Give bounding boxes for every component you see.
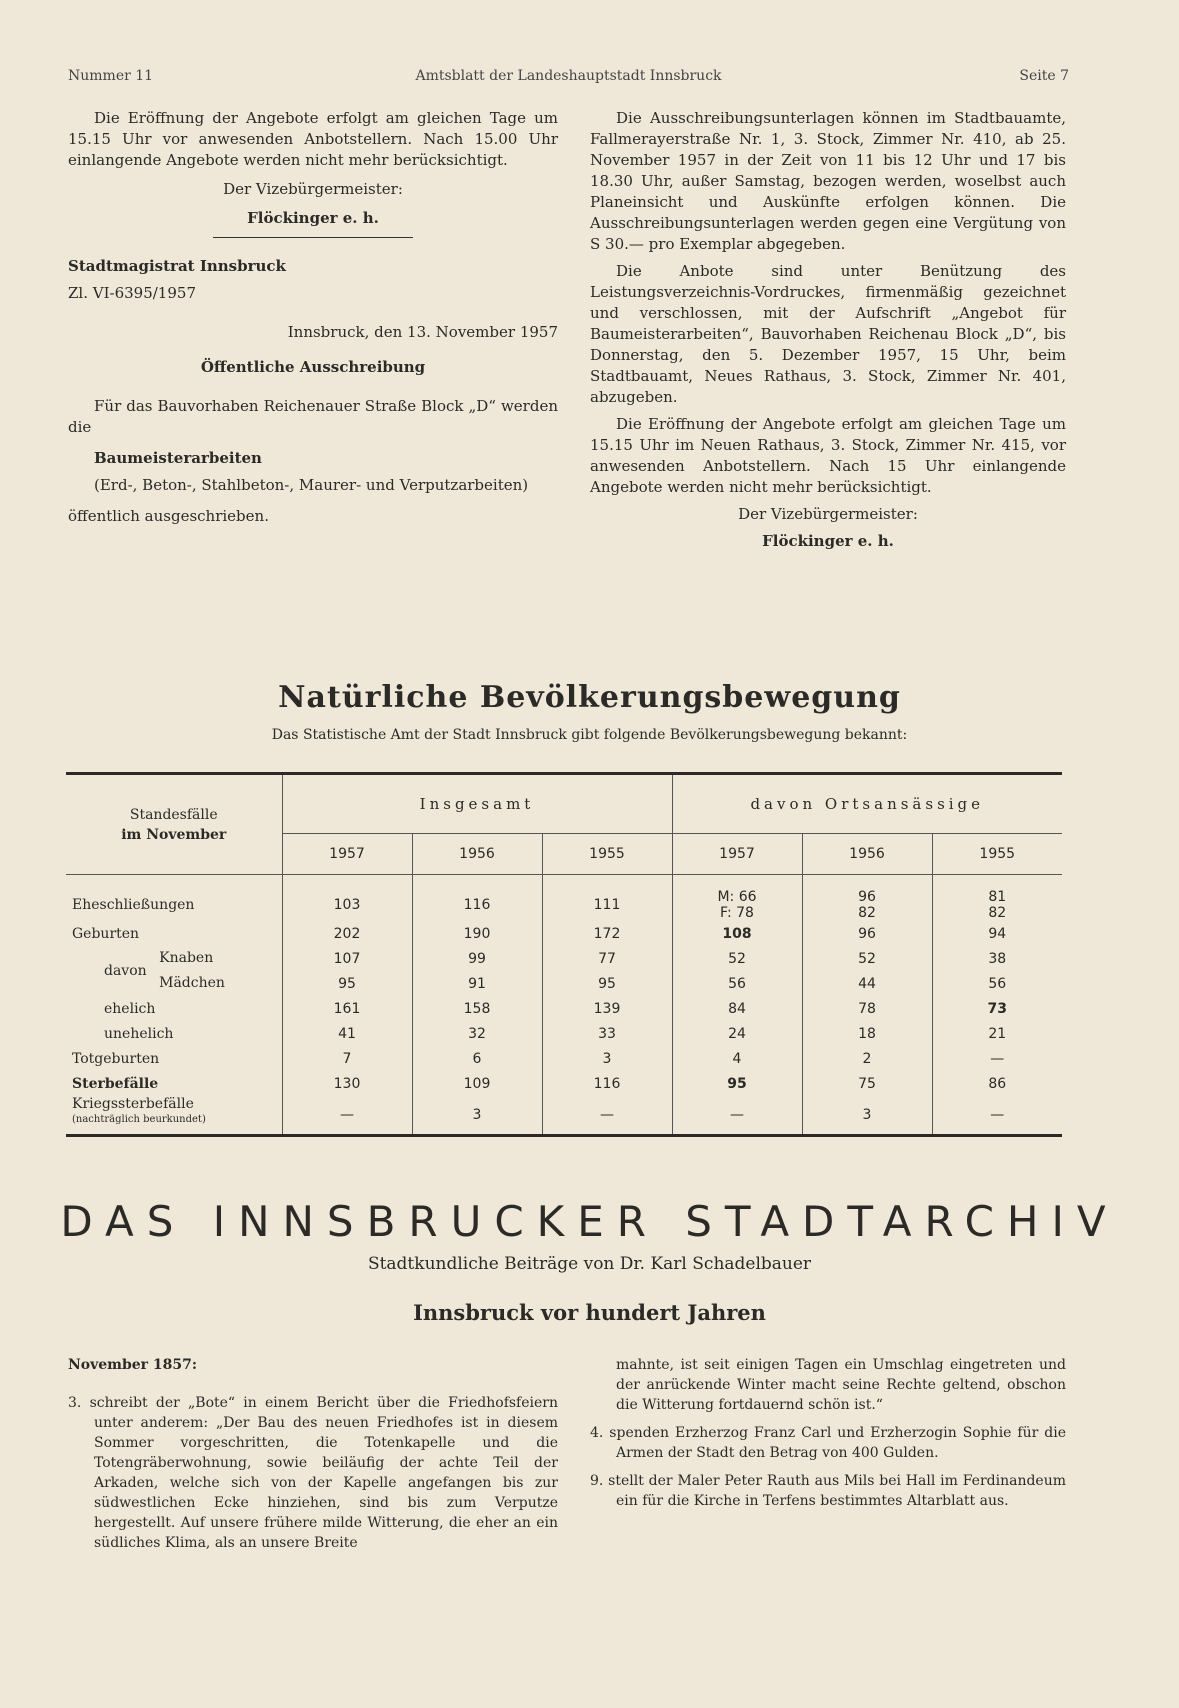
table-cell: 96 (802, 921, 932, 946)
right-paragraph-2: Die Anbote sind unter Benützung des Leistungsverzeichnis-Vordruckes, firmenmäßig gezeichnet und verschlossen, mit der Aufschrift „Angebot für Baumeisterarbeiten“, Bauvorhaben Reichenau Block „D“, bis Donnerstag, den 5. Dezember 1957, 15 Uhr, beim Stadtbauamt, Neues Rathaus, 3. Stock, Zimmer Nr. 401, abzugeben. (590, 262, 1066, 406)
table-row (66, 1046, 1062, 1071)
table-cell: 130 (282, 1071, 412, 1096)
davon-label: davon (104, 963, 147, 979)
table-cell: 56 (672, 971, 802, 996)
row-label: unehelich (104, 1025, 174, 1042)
archive-title: DAS INNSBRUCKER STADTARCHIV (60, 1197, 1119, 1246)
archive-item-4: 4. spenden Erzherzog Franz Carl und Erzherzogin Sophie für die Armen der Stadt den Betrag von 400 Gulden. (590, 1425, 1066, 1461)
year-header: 1955 (932, 834, 1062, 875)
left-signer-title: Der Vizebürgermeister: (223, 180, 403, 198)
right-signer-title: Der Vizebürgermeister: (738, 505, 918, 523)
separator-rule (213, 237, 413, 238)
right-paragraph-1: Die Ausschreibungsunterlagen können im Stadtbauamte, Fallmerayerstraße Nr. 1, 3. Stock, Zimmer Nr. 410, ab 25. November 1957 in der Zeit von 11 bis 12 Uhr und 17 bis 18.30 Uhr, außer Samstag, bezogen werden, woselbst auch Planeinsicht und Auskünfte erfolgen können. Die Ausschreibungsunterlagen werden gegen eine Vergütung von S 30.— pro Exemplar abgegeben. (590, 109, 1066, 253)
table-row (66, 921, 1062, 946)
tender-heading: Öffentliche Ausschreibung (200, 358, 426, 376)
davon-group-cell (66, 946, 282, 996)
table-cell: 73 (932, 996, 1062, 1021)
row-label: Sterbefälle (72, 1075, 159, 1092)
table-cell: — (672, 1096, 802, 1136)
cell-line: 81 (988, 889, 1007, 905)
cell-line: F: 78 (720, 905, 754, 921)
table-cell: 84 (672, 996, 802, 1021)
table-cell: 108 (672, 921, 802, 946)
left-signer-name: Flöckinger e. h. (247, 209, 379, 227)
left-paragraph-1: Die Eröffnung der Angebote erfolgt am gleichen Tage um 15.15 Uhr vor anwesenden Anbotstellern. Nach 15.00 Uhr einlangende Angebote werden nicht mehr berücksichtigt. (68, 109, 558, 169)
table-cell: 6 (412, 1046, 542, 1071)
table-cell: 33 (542, 1021, 672, 1046)
row-label: Mädchen (159, 975, 225, 991)
table-row (66, 1021, 1062, 1046)
page-number: Seite 7 (1019, 68, 1069, 84)
table-cell: 24 (672, 1021, 802, 1046)
table-cell: 77 (542, 946, 672, 971)
table-cell: 190 (412, 921, 542, 946)
year-header: 1957 (672, 834, 802, 875)
table-cell: 86 (932, 1071, 1062, 1096)
work-title: Baumeisterarbeiten (94, 449, 262, 467)
table-cell: 3 (412, 1096, 542, 1136)
cell-line: 82 (858, 905, 876, 921)
table-cell: 103 (282, 875, 412, 922)
table-cell: 75 (802, 1071, 932, 1096)
table-cell (672, 875, 802, 922)
table-cell (932, 875, 1062, 922)
cell-line: 96 (858, 889, 876, 905)
table-row (66, 946, 1062, 971)
archive-right-column (590, 1355, 1066, 1519)
table-cell: 99 (412, 946, 542, 971)
table-cell: 95 (672, 1071, 802, 1096)
table-cell: 202 (282, 921, 412, 946)
table-row (66, 1096, 1062, 1136)
row-header-2: im November (121, 826, 227, 843)
place-date: Innsbruck, den 13. November 1957 (287, 323, 558, 341)
stats-subtitle: Das Statistische Amt der Stadt Innsbruck gibt folgende Bevölkerungsbewegung bekannt: (271, 727, 908, 743)
row-label-cell (66, 1096, 282, 1136)
table-cell: 109 (412, 1071, 542, 1096)
table-cell: 3 (542, 1046, 672, 1071)
table-cell: — (542, 1096, 672, 1136)
stats-title: Natürliche Bevölkerungsbewegung (278, 680, 901, 715)
row-label: ehelich (104, 1000, 156, 1017)
group-header-total: Insgesamt (282, 774, 672, 834)
issue-number: Nummer 11 (68, 68, 154, 84)
right-column (590, 108, 1066, 558)
table-cell: 111 (542, 875, 672, 922)
right-signer-name: Flöckinger e. h. (762, 532, 894, 550)
table-cell: — (932, 1096, 1062, 1136)
table-row (66, 1071, 1062, 1096)
year-header: 1956 (412, 834, 542, 875)
table-cell: 161 (282, 996, 412, 1021)
table-cell: 52 (672, 946, 802, 971)
table-cell: 41 (282, 1021, 412, 1046)
table-cell: 4 (672, 1046, 802, 1071)
cell-line: 82 (988, 905, 1007, 921)
row-label: Kriegssterbefälle (72, 1096, 194, 1112)
table-cell: 172 (542, 921, 672, 946)
table-cell: 7 (282, 1046, 412, 1071)
archive-month: November 1857: (68, 1357, 198, 1373)
table-cell: 78 (802, 996, 932, 1021)
table-cell: 116 (412, 875, 542, 922)
table-cell: 44 (802, 971, 932, 996)
work-detail: (Erd-, Beton-, Stahlbeton-, Maurer- und Verputzarbeiten) (94, 476, 529, 494)
page-header (68, 68, 1069, 90)
table-cell: 2 (802, 1046, 932, 1071)
row-label: Geburten (72, 925, 140, 942)
table-cell: 32 (412, 1021, 542, 1046)
reference-number: Zl. VI-6395/1957 (68, 284, 196, 302)
table-cell: 139 (542, 996, 672, 1021)
table-cell: 21 (932, 1021, 1062, 1046)
year-header: 1956 (802, 834, 932, 875)
table-cell: 94 (932, 921, 1062, 946)
table-cell: 95 (542, 971, 672, 996)
table-row (66, 996, 1062, 1021)
table-cell: 158 (412, 996, 542, 1021)
table-cell: 116 (542, 1071, 672, 1096)
archive-subtitle: Stadtkundliche Beiträge von Dr. Karl Schadelbauer (367, 1254, 812, 1274)
row-note: (nachträglich beurkundet) (72, 1114, 206, 1125)
left-paragraph-2: Für das Bauvorhaben Reichenauer Straße Block „D“ werden die (68, 397, 558, 436)
year-header: 1955 (542, 834, 672, 875)
table-cell: 56 (932, 971, 1062, 996)
row-label: Knaben (159, 950, 214, 966)
left-paragraph-3: öffentlich ausgeschrieben. (68, 507, 269, 525)
archive-item-3: 3. schreibt der „Bote“ in einem Bericht über die Friedhofsfeiern unter anderem: „Der Bau des neuen Friedhofes ist in diesem Sommer vorgeschritten, die Totenkapelle und die Totengräberwohnung, sowie beiläufig der achte Teil der Arkaden, welche sich von der Kapelle angefangen bis zur südwestlichen Ecke hinziehen, sind bis zum Verputze hergestellt. Auf unsere frühere milde Witterung, die eher an ein südliches Klima, als an unsere Breite (68, 1395, 558, 1551)
right-paragraph-3: Die Eröffnung der Angebote erfolgt am gleichen Tage um 15.15 Uhr im Neuen Rathaus, 3. Stock, Zimmer Nr. 415, vor anwesenden Anbotstellern. Nach 15 Uhr einlangende Angebote werden nicht mehr berücksichtigt. (590, 415, 1066, 496)
stats-table (66, 772, 1062, 1137)
row-label: Eheschließungen (72, 897, 195, 913)
row-header-cell (66, 774, 282, 875)
row-label: Totgeburten (72, 1050, 160, 1067)
publication-title: Amtsblatt der Landeshauptstadt Innsbruck (415, 68, 722, 84)
table-cell: 38 (932, 946, 1062, 971)
office-name: Stadtmagistrat Innsbruck (68, 257, 286, 275)
table-cell: 91 (412, 971, 542, 996)
row-header-1: Standesfälle (129, 806, 218, 823)
archive-heading: Innsbruck vor hundert Jahren (413, 1300, 766, 1325)
table-row (66, 875, 1062, 922)
table-cell: — (282, 1096, 412, 1136)
table-cell: 95 (282, 971, 412, 996)
left-column (68, 108, 558, 533)
table-cell: 3 (802, 1096, 932, 1136)
table-cell: 52 (802, 946, 932, 971)
cell-line: M: 66 (717, 889, 757, 905)
year-header: 1957 (282, 834, 412, 875)
group-header-local: davon Ortsansässige (672, 774, 1062, 834)
archive-item-3-continued: mahnte, ist seit einigen Tagen ein Umschlag eingetreten und der anrückende Winter macht seine Rechte geltend, obschon die Witterung fortdauernd schön ist.“ (616, 1357, 1066, 1413)
table-cell: 18 (802, 1021, 932, 1046)
table-cell: 107 (282, 946, 412, 971)
archive-left-column (68, 1355, 558, 1561)
archive-item-9: 9. stellt der Maler Peter Rauth aus Mils bei Hall im Ferdinandeum ein für die Kirche in Terfens bestimmtes Altarblatt aus. (590, 1473, 1066, 1509)
table-cell: — (932, 1046, 1062, 1071)
table-cell (802, 875, 932, 922)
